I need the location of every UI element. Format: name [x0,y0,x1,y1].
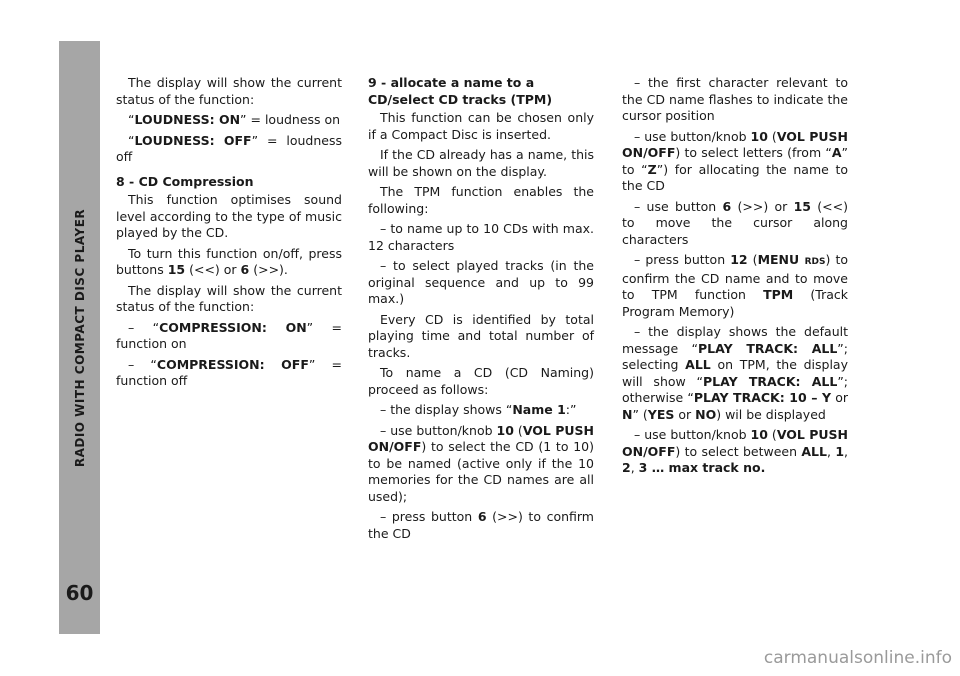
paragraph: Every CD is identified by total playing time and total number of tracks. [368,311,594,360]
paragraph: “LOUDNESS: OFF” = loudness off [116,132,343,164]
paragraph: – press button 12 (MENU RDS) to confirm the CD name and to move to TPM function TPM (Track Program Memory) [622,252,848,319]
section-title: RADIO WITH COMPACT DISC PLAYER [72,208,87,467]
paragraph: – the display shows the default message “PLAY TRACK: ALL”; selecting ALL on TPM, the display will show “PLAY TRACK: ALL”; otherwise “PLAY TRACK: 10 – Y or N” (YES or NO) wil be displayed [622,324,848,422]
paragraph: – use button/knob 10 (VOL PUSH ON/OFF) to select between ALL, 1, 2, 3 … max track no. [622,427,848,475]
paragraph: – press button 6 (>>) to confirm the CD [368,509,594,541]
paragraph: If the CD already has a name, this will be shown on the display. [368,147,594,179]
paragraph: – to name up to 10 CDs with max. 12 characters [368,221,594,253]
paragraph: – use button/knob 10 (VOL PUSH ON/OFF) to select the CD (1 to 10) to be named (active only if the 10 memories for the CD names are all used); [368,422,594,504]
watermark: carmanualsonline.info [763,648,952,668]
paragraph: The TPM function enables the following: [368,184,594,216]
paragraph: “LOUDNESS: ON” = loudness on [128,112,341,127]
paragraph: – “COMPRESSION: ON” = function on [116,319,342,351]
sidebar [59,41,100,634]
paragraph: – use button/knob 10 (VOL PUSH ON/OFF) to select letters (from “A” to “Z”) for allocating the name to the CD [622,128,849,193]
paragraph: – the first character relevant to the CD name flashes to indicate the cursor position [622,75,848,123]
column-2 [368,75,594,546]
paragraph: – to select played tracks (in the original sequence and up to 99 max.) [368,258,594,306]
page-number: 60 [65,581,94,605]
section-heading: 9 - allocate a name to a CD/select CD tracks (TPM) [368,75,553,107]
section-heading: 8 - CD Compression [116,173,254,189]
paragraph: – the display shows “Name 1:” [380,402,577,417]
column-1 [116,75,342,394]
paragraph: The display will show the current status of the function: [116,75,342,107]
paragraph: This function can be chosen only if a Compact Disc is inserted. [368,110,594,142]
paragraph: To name a CD (CD Naming) proceed as follows: [368,365,594,397]
paragraph: – use button 6 (>>) or 15 (<<) to move the cursor along characters [622,198,848,247]
paragraph: The display will show the current status of the function: [116,282,342,314]
paragraph: This function optimises sound level according to the type of music played by the CD. [116,192,342,240]
paragraph: To turn this function on/off, press buttons 15 (<<) or 6 (>>). [116,245,342,277]
paragraph: – “COMPRESSION: OFF” = function off [116,356,342,388]
column-3 [622,75,848,481]
